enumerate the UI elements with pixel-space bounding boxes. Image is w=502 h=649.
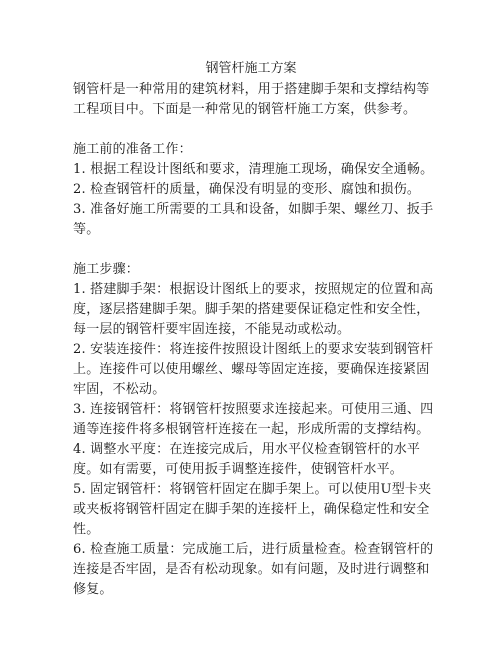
step-item-2: 2. 安装连接件：将连接件按照设计图纸上的要求安装到钢管杆上。连接件可以使用螺丝、螺母等固定连接，要确保连接紧固牢固，不松动。 [73, 342, 434, 397]
step-item-4: 4. 调整水平度：在连接完成后，用水平仪检查钢管杆的水平度。如有需要，可使用扳手调整连接件，使钢管杆水平。 [73, 442, 421, 477]
intro-paragraph: 钢管杆是一种常用的建筑材料，用于搭建脚手架和支撑结构等工程项目中。下面是一种常见的钢管杆施工方案，供参考。 [73, 82, 430, 117]
steps-heading: 施工步骤： [73, 262, 140, 277]
prep-item-1: 1. 根据工程设计图纸和要求，清理施工现场，确保安全通畅。 [73, 162, 434, 177]
prep-item-2: 2. 检查钢管杆的质量，确保没有明显的变形、腐蚀和损伤。 [73, 182, 421, 197]
step-item-6: 6. 检查施工质量：完成施工后，进行质量检查。检查钢管杆的连接是否牢固，是否有松动现象。如有问题，及时进行调整和修复。 [73, 542, 434, 597]
section-spacer [73, 240, 435, 260]
prep-item-3: 3. 准备好施工所需要的工具和设备，如脚手架、螺丝刀、扳手等。 [73, 202, 434, 237]
step-item-1: 1. 搭建脚手架：根据设计图纸上的要求，按照规定的位置和高度，逐层搭建脚手架。脚手架的搭建要保证稳定性和安全性，每一层的钢管杆要牢固连接，不能晃动或松动。 [73, 282, 434, 337]
prep-heading: 施工前的准备工作： [73, 142, 192, 157]
step-item-5: 5. 固定钢管杆：将钢管杆固定在脚手架上。可以使用U型卡夹或夹板将钢管杆固定在脚手架的连接杆上，确保稳定性和安全性。 [73, 482, 432, 537]
step-item-3: 3. 连接钢管杆：将钢管杆按照要求连接起来。可使用三通、四通等连接件将多根钢管杆连接在一起，形成所需的支撑结构。 [73, 402, 434, 437]
document-body [73, 80, 435, 600]
section-spacer [73, 120, 435, 140]
document-title: 钢管杆施工方案 [205, 61, 297, 76]
